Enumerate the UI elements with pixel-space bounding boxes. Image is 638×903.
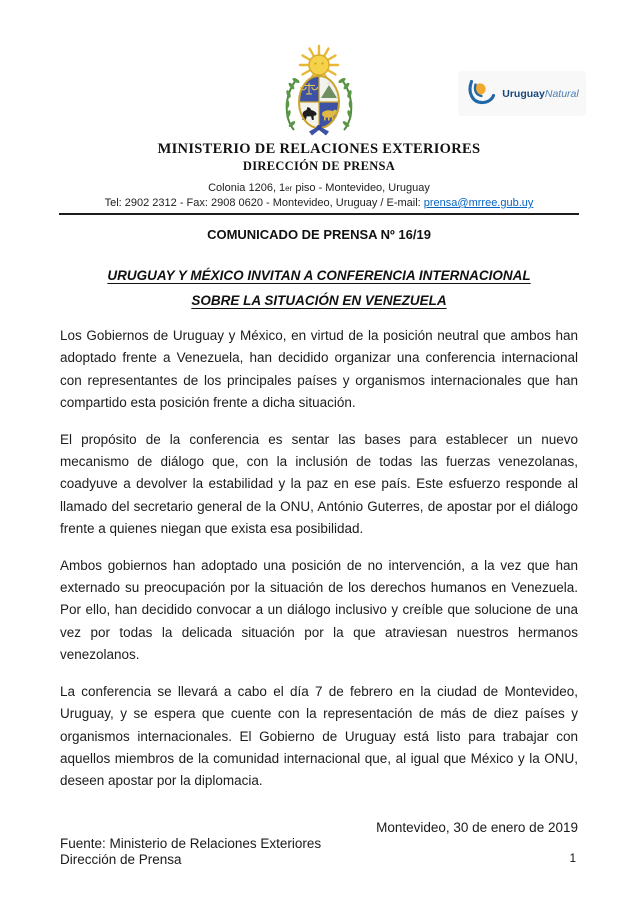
source-line-1: Fuente: Ministerio de Relaciones Exteriores	[60, 835, 322, 851]
dateline: Montevideo, 30 de enero de 2019	[376, 819, 578, 835]
ministry-name: MINISTERIO DE RELACIONES EXTERIORES	[157, 141, 481, 157]
page-number: 1	[569, 853, 576, 865]
document-title	[60, 263, 578, 313]
source-line-2: Dirección de Prensa	[60, 852, 182, 868]
uruguay-natural-sun-swoosh-icon	[465, 78, 497, 110]
address-prefix: Colonia 1206, 1	[208, 182, 286, 194]
title-line-2: SOBRE LA SITUACIÓN EN VENEZUELA	[191, 293, 447, 308]
comunicado-number: COMUNICADO DE PRENSA Nº 16/19	[207, 227, 431, 242]
contact-prefix: Tel: 2902 2312 - Fax: 2908 0620 - Montevideo, Uruguay / E-mail:	[104, 197, 424, 209]
uruguay-coat-of-arms-icon	[276, 44, 362, 136]
contact-line	[0, 196, 638, 210]
brand-word-natural: Natural	[544, 87, 579, 100]
press-direction-name: DIRECCIÓN DE PRENSA	[242, 159, 396, 173]
uruguay-natural-logo	[458, 71, 586, 116]
document-body	[0, 227, 638, 869]
paragraph-4: La conferencia se llevará a cabo el día 7 de febrero en la ciudad de Montevideo, Uruguay, y se espera que cuente con la representación de más de diez países y organismos internacionales. El Gobierno de Uruguay está listo para trabajar con aquellos miembros de la comunidad internacional que, al igual que México y la ONU, deseen apostar por la diplomacia.	[60, 683, 578, 789]
address-suffix: piso - Montevideo, Uruguay	[292, 182, 430, 194]
address-line	[0, 181, 638, 196]
paragraph-2: El propósito de la conferencia es sentar las bases para establecer un nuevo mecanismo de diálogo que, con la inclusión de todas las fuerzas venezolanas, coadyuve a devolver la estabilidad y la paz en ese país. Este esfuerzo responde al llamado del secretario general de la ONU, António Guterres, de apostar por el diálogo frente a quienes niegan que exista esa posibilidad.	[60, 431, 578, 537]
address-ordinal: er	[285, 184, 293, 193]
uruguay-natural-wordmark	[502, 88, 578, 100]
brand-word-uruguay: Uruguay	[502, 87, 545, 100]
title-line-1: URUGUAY Y MÉXICO INVITAN A CONFERENCIA INTERNACIONAL	[107, 268, 531, 283]
header-divider	[59, 213, 579, 215]
paragraph-1: Los Gobiernos de Uruguay y México, en virtud de la posición neutral que ambos han adoptado frente a Venezuela, han decidido organizar una conferencia internacional con representantes de los principales países y organismos internacionales que han compartido esta posición frente a dicha situación.	[60, 328, 578, 411]
email-link[interactable]: prensa@mrree.gub.uy	[423, 197, 534, 209]
paragraph-3: Ambos gobiernos han adoptado una posición de no intervención, a la vez que han externado su preocupación por la situación de los derechos humanos en Venezuela. Por ello, han decidido convocar a un diálogo inclusivo y creíble que solucione de una vez por todas la delicada situación por la que atraviesan nuestros hermanos venezolanos.	[60, 557, 578, 663]
